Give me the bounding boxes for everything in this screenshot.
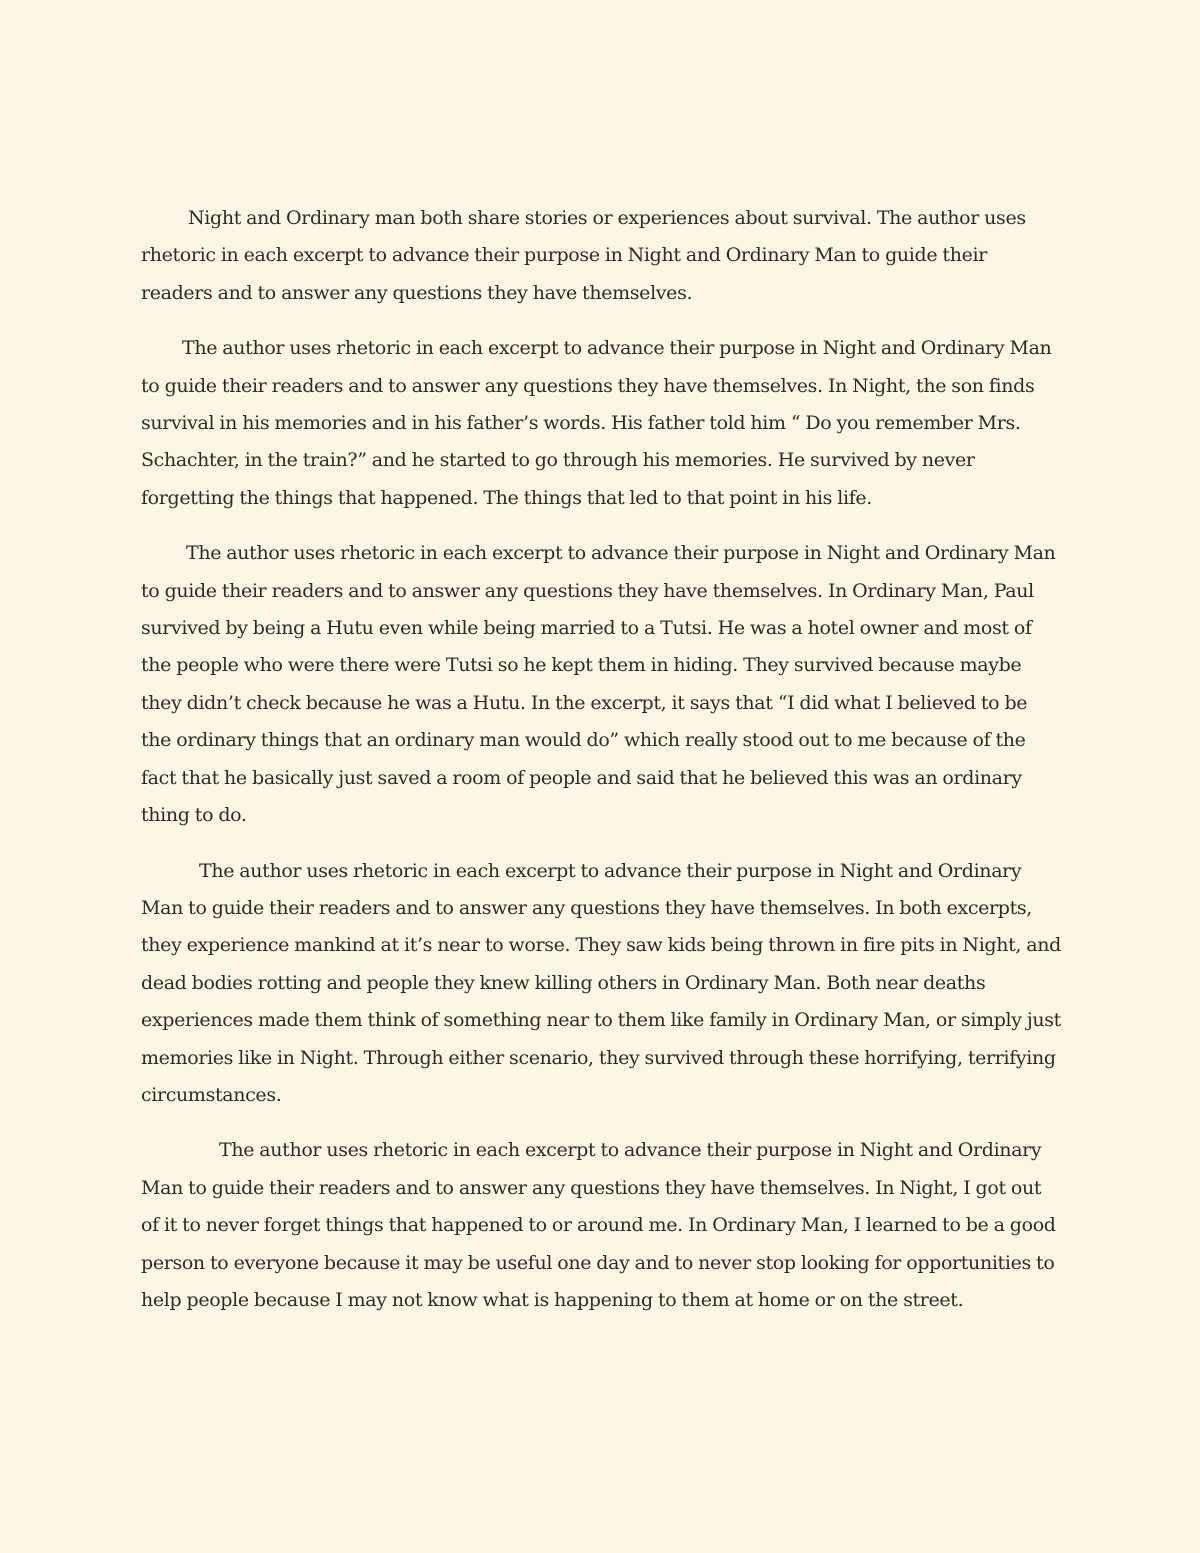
paragraph-2: The author uses rhetoric in each excerpt to advance their purpose in Night and Ordinary Man to guide their readers and to answer any questions they have themselves. In Night, the son finds survival in his memories and in his father’s words. His father told him “ Do you remember Mrs. Schachter, in the train?” and he started to go through his memories. He survived by never forgetting the things that happened. The things that led to that point in his life. <box>141 337 1052 509</box>
paragraph-1: Night and Ordinary man both share stories or experiences about survival. The author uses rhetoric in each excerpt to advance their purpose in Night and Ordinary Man to guide their readers and to answer any questions they have themselves. <box>141 207 1026 304</box>
paragraph-5: The author uses rhetoric in each excerpt to advance their purpose in Night and Ordinary Man to guide their readers and to answer any questions they have themselves. In Night, I got out of it to never forget things that happened to or around me. In Ordinary Man, I learned to be a good person to everyone because it may be useful one day and to never stop looking for opportunities to help people because I may not know what is happening to them at home or on the street. <box>141 1139 1056 1311</box>
paragraph-4: The author uses rhetoric in each excerpt to advance their purpose in Night and Ordinary Man to guide their readers and to answer any questions they have themselves. In both excerpts, they experience mankind at it’s near to worse. They saw kids being thrown in fire pits in Night, and dead bodies rotting and people they knew killing others in Ordinary Man. Both near deaths experiences made them think of something near to them like family in Ordinary Man, or simply just memories like in Night. Through either scenario, they survived through these horrifying, terrifying circumstances. <box>141 859 1061 1106</box>
document-body <box>141 200 1061 1337</box>
paragraph-3: The author uses rhetoric in each excerpt to advance their purpose in Night and Ordinary Man to guide their readers and to answer any questions they have themselves. In Ordinary Man, Paul survived by being a Hutu even while being married to a Tutsi. He was a hotel owner and most of the people who were there were Tutsi so he kept them in hiding. They survived because maybe they didn’t check because he was a Hutu. In the excerpt, it says that “I did what I believed to be the ordinary things that an ordinary man would do” which really stood out to me because of the fact that he basically just saved a room of people and said that he believed this was an ordinary thing to do. <box>141 542 1056 827</box>
